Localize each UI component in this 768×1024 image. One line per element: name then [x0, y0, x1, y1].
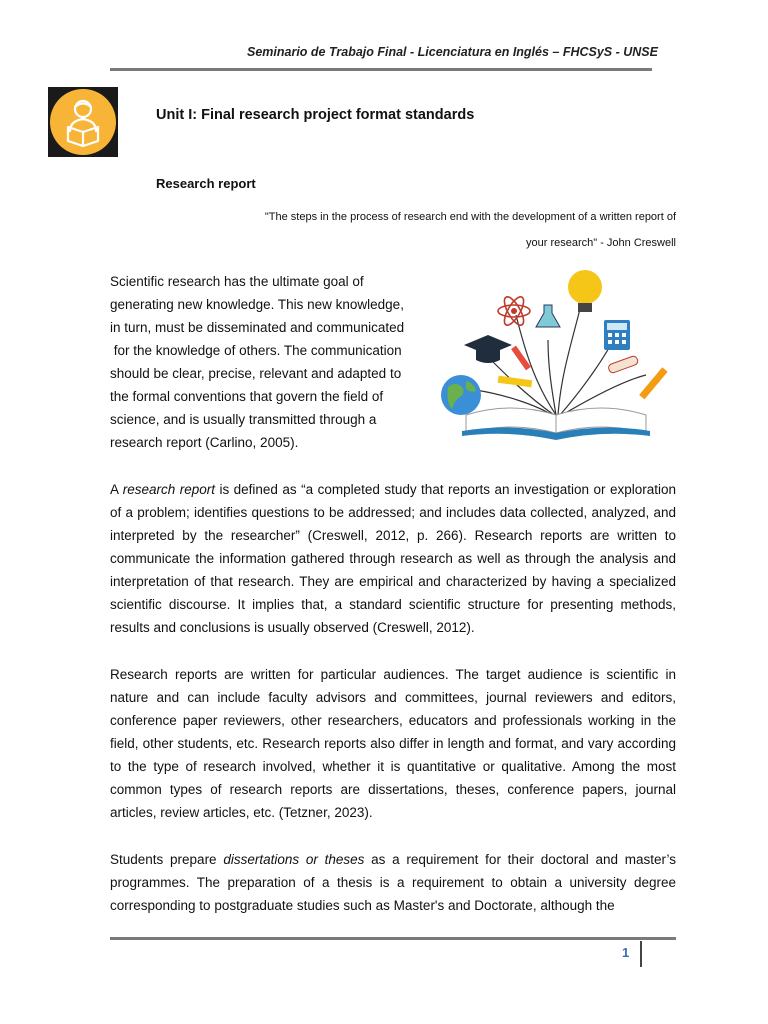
unit-title: Unit I: Final research project format standards [156, 107, 475, 123]
intro-line: for the knowledge of others. The communication [110, 343, 402, 358]
intro-line: the formal conventions that govern the field of [110, 389, 384, 404]
section-title: Research report [156, 176, 256, 191]
epigraph-quote [230, 204, 676, 256]
intro-paragraph [110, 270, 430, 454]
intro-line: research report (Carlino, 2005). [110, 435, 299, 450]
paragraph-text: Students prepare [110, 852, 224, 867]
footer-rule [110, 937, 676, 940]
page-number: 1 [622, 945, 630, 960]
open-book-ideas-icon [436, 265, 676, 440]
intro-line: in turn, must be disseminated and communicated [110, 320, 405, 335]
emphasized-term: research report [122, 482, 215, 497]
running-header: Seminario de Trabajo Final - Licenciatura en Inglés – FHCSyS - UNSE [247, 45, 658, 59]
emphasized-term: dissertations or theses [223, 852, 365, 867]
intro-line: generating new knowledge. This new knowledge, [110, 297, 404, 312]
body-paragraph-1 [110, 478, 676, 639]
header-rule [110, 68, 652, 71]
quote-line: your research" - John Creswell [525, 237, 676, 249]
paragraph-text: as a requirement for their doctoral and master’s programmes. The preparation of a thesis is a requirement to obtain a university degree corresponding to postgraduate studies such as Master's and Doctorate, although the [110, 852, 676, 913]
paragraph-text: A [110, 482, 123, 497]
body-paragraph-2: Research reports are written for particular audiences. The target audience is scientific in nature and can include faculty advisors and committees, journal reviewers and editors, conference paper reviewers, other researchers, educators and professionals working in the field, other students, etc. Research reports also differ in length and format, and vary according to the type of research involved, whether it is quantitative or qualitative. Among the most common types of research reports are dissertations, theses, conference papers, journal articles, review articles, etc. (Tetzner, 2023). [110, 667, 676, 820]
intro-line: should be clear, precise, relevant and adapted to [110, 366, 402, 381]
reader-icon [48, 87, 118, 157]
footer-divider [640, 941, 642, 967]
paragraph-text: is defined as “a completed study that reports an investigation or exploration of a problem; identifies questions to be addressed; and includes data collected, analyzed, and interpreted by the researcher” (Creswell, 2012, p. 266). Research reports are written to communicate the information gathered through research as well as through the analysis and interpretation of that research. They are empirical and characterized by having a specialized scientific discourse. It implies that, a standard scientific structure for presenting methods, results and conclusions is usually observed (Creswell, 2012). [110, 482, 676, 635]
intro-line: science, and is usually transmitted through a [110, 412, 377, 427]
quote-line: "The steps in the process of research end with the development of a written report of [264, 211, 676, 223]
intro-line: Scientific research has the ultimate goal of [110, 274, 364, 289]
body-paragraph-3 [110, 848, 676, 919]
